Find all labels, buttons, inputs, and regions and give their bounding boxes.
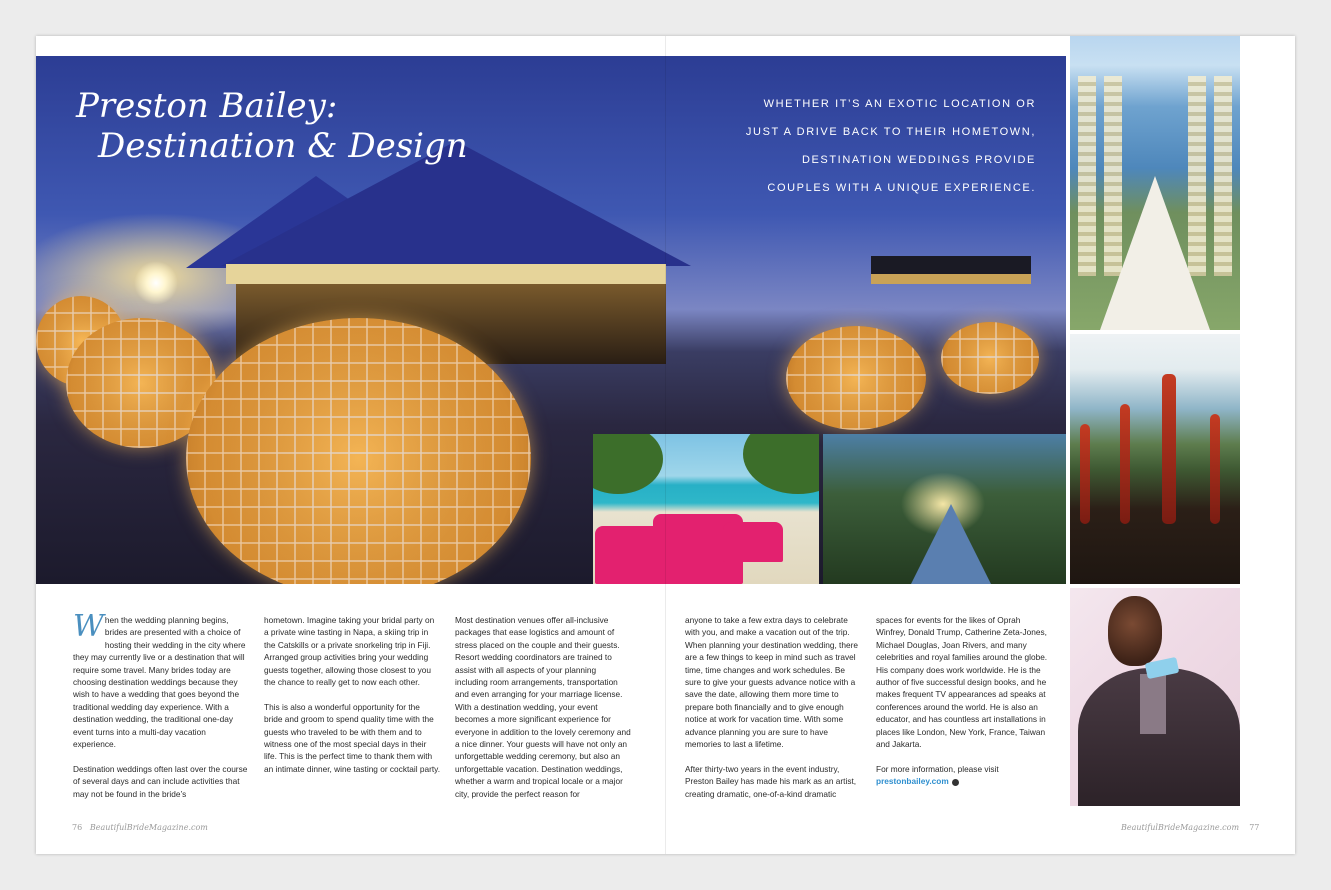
pink-table bbox=[723, 522, 783, 562]
lantern-orb bbox=[941, 322, 1039, 394]
title-line-1: Preston Bailey: bbox=[76, 86, 338, 126]
magazine-spread bbox=[36, 36, 1295, 854]
pull-quote-line: WHETHER IT’S AN EXOTIC LOCATION OR bbox=[763, 98, 1036, 110]
red-spire bbox=[1120, 404, 1130, 524]
paragraph: Destination weddings often last over the course of several days and can include activities that may not be found in the bride’s bbox=[73, 763, 248, 799]
red-spire bbox=[1162, 374, 1176, 524]
pull-quote-line: JUST A DRIVE BACK TO THEIR HOMETOWN, bbox=[745, 126, 1036, 138]
light-flare bbox=[134, 261, 178, 305]
aisle-runner bbox=[1100, 176, 1210, 330]
article-column-5 bbox=[876, 614, 1052, 788]
seaside-aisle-photo bbox=[1070, 36, 1240, 330]
folio-left bbox=[72, 823, 208, 832]
paragraph: After thirty-two years in the event industry, Preston Bailey has made his mark as an artist, creating dramatic, one-of-a-kind dramatic bbox=[685, 763, 857, 799]
paragraph: anyone to take a few extra days to celebrate with you, and make a vacation out of the trip. When planning your destination wedding, there are a few things to keep in mind such as travel time, time changes and work schedules. Be sure to give your guests advance notice with a save the date, allowing them more time to prepare both financially and to give enough notice at work for vacation time. With some advance planning you are sure to have memories to last a lifetime. bbox=[685, 615, 858, 750]
lantern-orb bbox=[786, 326, 926, 430]
website-link[interactable]: prestonbailey.com bbox=[876, 776, 949, 787]
more-info-text: For more information, please visit bbox=[876, 763, 999, 774]
palm-canopy bbox=[593, 434, 663, 494]
palm-canopy bbox=[743, 434, 819, 494]
beach-reception-photo bbox=[593, 434, 819, 584]
reception-photo bbox=[1070, 334, 1240, 584]
paragraph-text: hen the wedding planning begins, brides are presented with a choice of hosting their wedding in the city where they may currently live or a destination that will require some travel. Many brides today are choosing destination weddings because they wish to have a wedding that goes beyond the traditional wedding day experience. With a destination wedding, the traditional one-day event turns into a multi-day vacation experience. bbox=[73, 615, 246, 750]
portrait-photo bbox=[1070, 588, 1240, 806]
pull-quote-line: COUPLES WITH A UNIQUE EXPERIENCE. bbox=[767, 182, 1036, 194]
drop-cap: W bbox=[73, 609, 104, 644]
title-line-2: Destination & Design bbox=[98, 126, 468, 166]
garden-aisle-photo bbox=[823, 434, 1066, 584]
article-column-1 bbox=[73, 609, 249, 812]
site-name-right: BeautifulBrideMagazine.com bbox=[1121, 823, 1240, 832]
pull-quote bbox=[726, 90, 1036, 202]
article-column-4 bbox=[685, 614, 861, 812]
beach-house bbox=[871, 256, 1031, 284]
site-name-left: BeautifulBrideMagazine.com bbox=[89, 823, 208, 832]
spread-gutter bbox=[665, 36, 666, 854]
red-spire bbox=[1080, 424, 1090, 524]
article-column-2 bbox=[264, 614, 440, 788]
paragraph: spaces for events for the likes of Oprah Winfrey, Donald Trump, Catherine Zeta-Jones, Michael Douglas, Joan Rivers, and many celebrities and royal families around the globe. His company does work worldwide. He is the author of five successful design books, and he makes frequent TV appearances ad speaks at conferences around the world. He is also an educator, and has countless art installations in places like London, New York, France, Taiwan and Jakarta. bbox=[876, 615, 1048, 750]
folio-right bbox=[1121, 823, 1259, 832]
paragraph bbox=[73, 609, 249, 750]
pull-quote-line: DESTINATION WEDDINGS PROVIDE bbox=[801, 154, 1036, 166]
page-number-right: 77 bbox=[1249, 823, 1260, 832]
paragraph: Most destination venues offer all-inclusive packages that ease logistics and amount of stress placed on the couple and their guests. Resort wedding coordinators are trained to assist with all aspects of your planning including room arrangements, transportation and even arranging for your marriage license. With a destination wedding, your event becomes a more significant experience for everyone in addition to the lovely ceremony and a nice dinner. Your guests will have not only an unforgettable wedding ceremony, but also an unforgettable vacation. Destination weddings, whether a warm and tropical locale or a major city, provide the perfect reason for bbox=[455, 615, 631, 799]
more-info bbox=[876, 763, 1052, 788]
lantern-orb bbox=[186, 318, 531, 584]
floral-pillar bbox=[1078, 76, 1096, 276]
red-spire bbox=[1210, 414, 1220, 524]
paragraph: hometown. Imagine taking your bridal party on a private wine tasting in Napa, a skiing trip in the Catskills or a private snorkeling trip in Fiji. Arranged group activities bring your wedding guests together, allowing those closest to you the chance to really get to now each other. bbox=[264, 615, 435, 688]
shirt bbox=[1140, 674, 1166, 734]
tent-valance bbox=[226, 264, 666, 284]
article-column-3 bbox=[455, 614, 631, 812]
reflecting-path bbox=[911, 504, 991, 584]
paragraph: This is also a wonderful opportunity for the bride and groom to spend quality time with the guests who traveled to be with them and to witness one of the most special days in their life. This is the perfect time to thank them with an intimate dinner, wine tasting or cocktail party. bbox=[264, 701, 441, 774]
end-mark-icon bbox=[952, 779, 959, 786]
page-number-left: 76 bbox=[72, 823, 83, 832]
head bbox=[1108, 596, 1162, 666]
floral-pillar bbox=[1214, 76, 1232, 276]
